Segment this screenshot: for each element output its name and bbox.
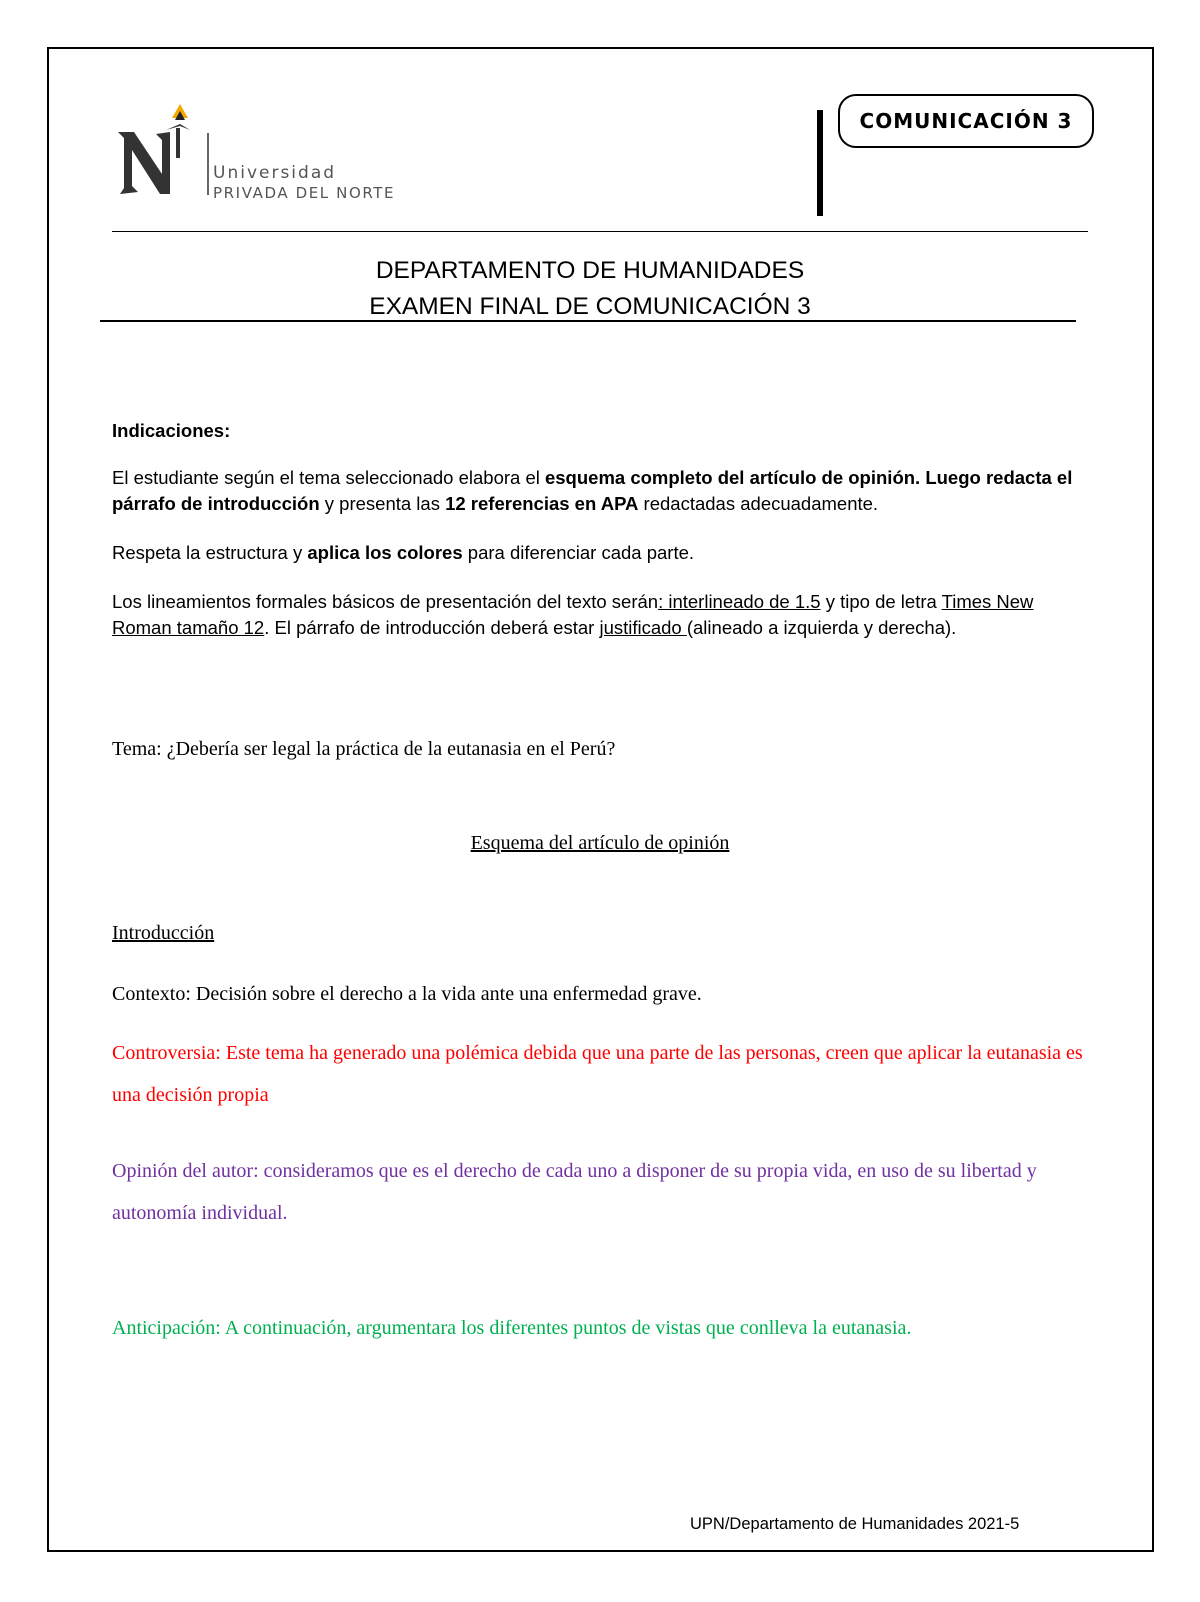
heading-rule	[100, 320, 1076, 322]
p1-text-d: 12 referencias en APA	[445, 493, 639, 514]
p3-text-b: : interlineado de 1.5	[658, 591, 821, 612]
indicaciones-label: Indicaciones:	[112, 420, 231, 441]
header-vertical-bar	[817, 110, 823, 216]
anticipacion-line: Anticipación: A continuación, argumentara los diferentes puntos de vistas que conlleva la eutanasia.	[112, 1317, 912, 1339]
course-badge: COMUNICACIÓN 3	[838, 94, 1094, 148]
p3-text-d: Times New Roman tamaño 12	[112, 591, 1034, 638]
contexto-line: Contexto: Decisión sobre el derecho a la vida ante una enfermedad grave.	[112, 983, 702, 1005]
p2-text-a: Respeta la estructura y	[112, 542, 308, 563]
footer-text: UPN/Departamento de Humanidades 2021-5	[690, 1515, 1020, 1533]
p1-text-b: esquema completo del artículo de opinión. Luego redacta el párrafo de introducción	[112, 467, 1073, 514]
instruction-paragraph-1	[112, 465, 1087, 517]
department-title: DEPARTAMENTO DE HUMANIDADES	[375, 257, 805, 284]
p3-text-g: (alineado a izquierda y derecha).	[686, 617, 957, 638]
tema-line: Tema: ¿Debería ser legal la práctica de la eutanasia en el Perú?	[112, 738, 616, 760]
exam-heading	[100, 253, 1080, 325]
introduccion-heading: Introducción	[112, 922, 215, 944]
instruction-paragraph-2	[112, 540, 1087, 566]
controversia-paragraph: Controversia: Este tema ha generado una polémica debida que una parte de las personas, creen que aplicar la eutanasia es una decisión propia	[112, 1042, 1083, 1106]
exam-title: EXAMEN FINAL DE COMUNICACIÓN 3	[369, 293, 811, 320]
p1-text-a: El estudiante según el tema seleccionado elabora el	[112, 467, 545, 488]
header-rule	[112, 231, 1088, 232]
p1-text-e: redactadas adecuadamente.	[638, 493, 879, 514]
p3-text-c: y tipo de letra	[820, 591, 942, 612]
logo-text-line2: PRIVADA DEL NORTE	[213, 184, 396, 202]
p2-text-c: para diferenciar cada parte.	[462, 542, 695, 563]
instruction-paragraph-3	[112, 589, 1087, 641]
p1-text-c: y presenta las	[319, 493, 446, 514]
esquema-title: Esquema del artículo de opinión	[470, 832, 730, 854]
logo-text-line1: Universidad	[213, 163, 337, 183]
logo-divider	[207, 133, 209, 195]
p3-text-e: . El párrafo de introducción deberá estar	[264, 617, 600, 638]
p3-text-a: Los lineamientos formales básicos de presentación del texto serán	[112, 591, 659, 612]
p3-text-f: justificado	[599, 617, 687, 638]
p2-text-b: aplica los colores	[307, 542, 463, 563]
opinion-paragraph: Opinión del autor: consideramos que es el derecho de cada uno a disponer de su propia vida, en uso de su libertad y autonomía individual.	[112, 1160, 1037, 1224]
